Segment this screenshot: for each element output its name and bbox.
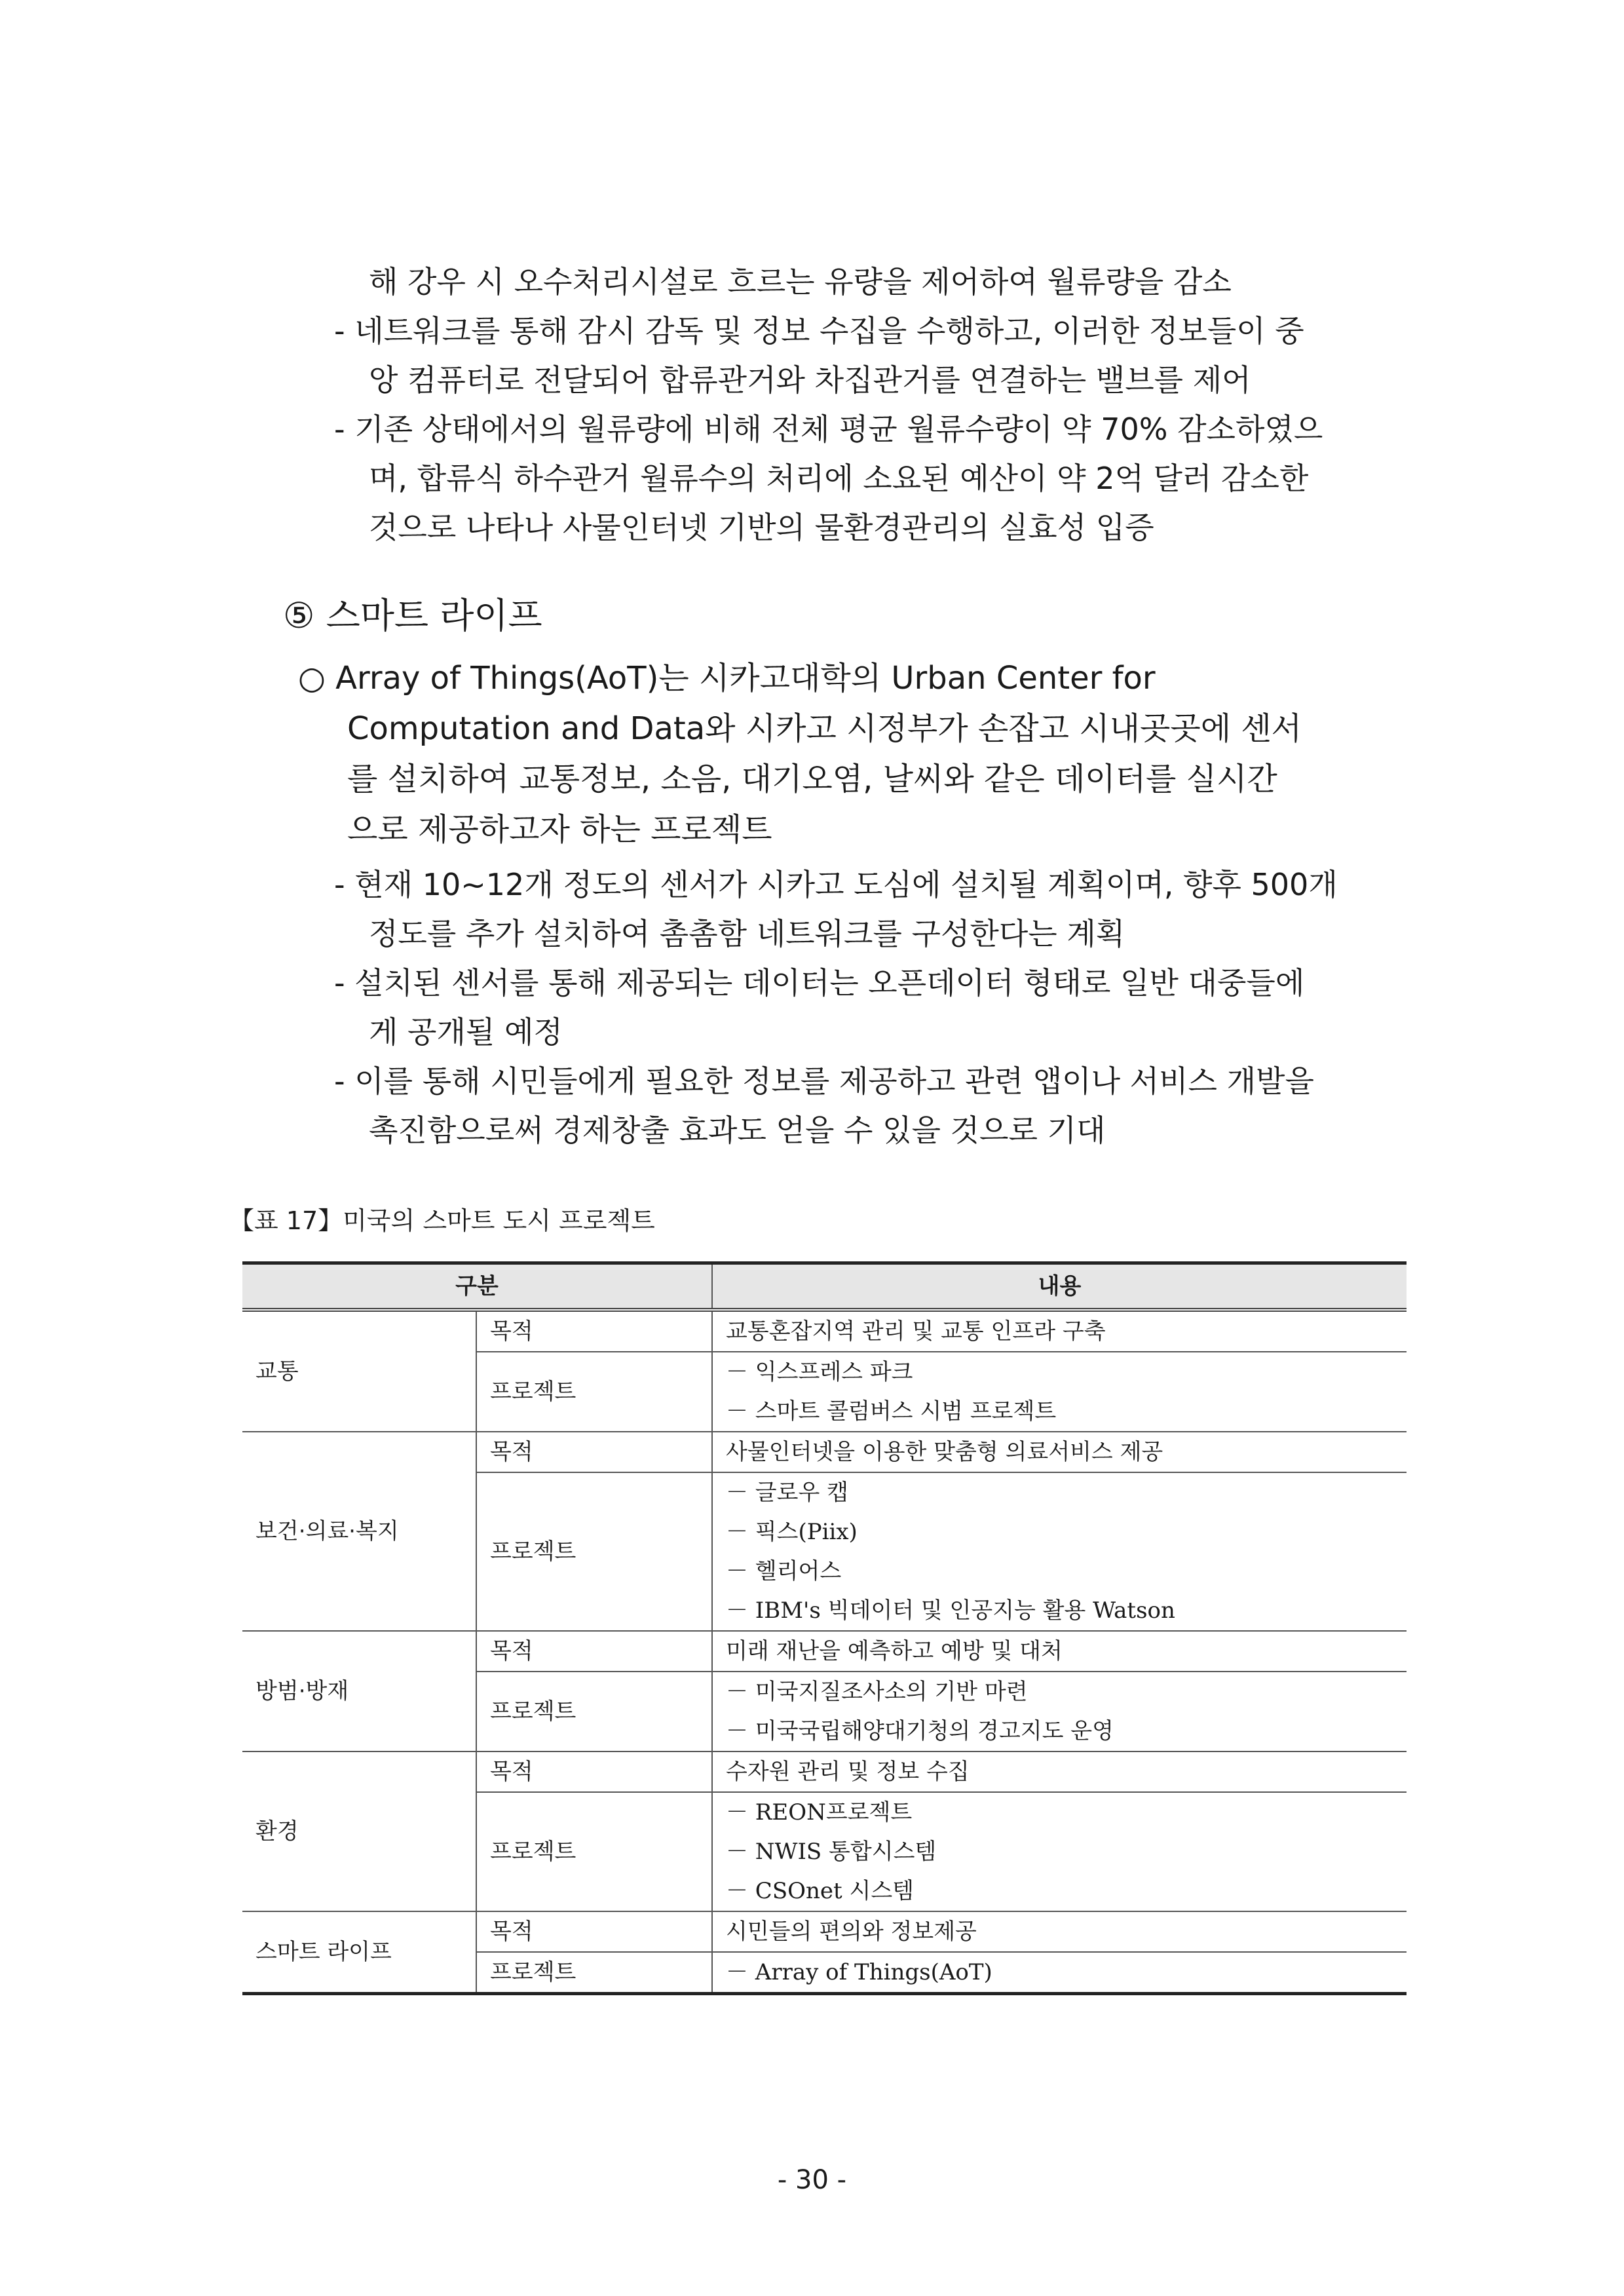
page-number: - 30 - [777, 2165, 847, 2195]
table-header-row [242, 1263, 1407, 1311]
header-category: 구분 [242, 1263, 712, 1311]
project-item: － 스마트 콜럼버스 시범 프로젝트 [726, 1398, 1057, 1425]
bullet-text-line: ○ Array of Things(AoT)는 시카고대학의 Urban Center for [298, 660, 1156, 697]
body-text-line: 것으로 나타나 사물인터넷 기반의 물환경관리의 실효성 입증 [369, 510, 1154, 545]
purpose-label: 목적 [476, 1631, 712, 1672]
purpose-text: 사물인터넷을 이용한 맞춤형 의료서비스 제공 [712, 1432, 1407, 1472]
group-name: 환경 [242, 1751, 476, 1911]
purpose-label: 목적 [476, 1911, 712, 1952]
table-row [242, 1631, 1407, 1672]
bullet-text-line: 으로 제공하고자 하는 프로젝트 [347, 811, 772, 848]
project-item: － NWIS 통합시스템 [726, 1839, 937, 1865]
project-label: 프로젝트 [476, 1472, 712, 1631]
sub-item-line: - 현재 10~12개 정도의 센서가 시카고 도심에 설치될 계획이며, 향후 500개 [334, 867, 1338, 902]
project-item: － CSOnet 시스템 [726, 1878, 915, 1904]
sub-item-line: 게 공개될 예정 [369, 1014, 563, 1050]
body-text-line: 며, 합류식 하수관거 월류수의 처리에 소요된 예산이 약 2억 달러 감소한 [369, 461, 1309, 496]
purpose-label: 목적 [476, 1310, 712, 1352]
project-item: － 글로우 캡 [726, 1480, 848, 1506]
project-list [712, 1672, 1407, 1751]
table-row [242, 1310, 1407, 1352]
purpose-label: 목적 [476, 1751, 712, 1792]
group-name: 교통 [242, 1310, 476, 1432]
purpose-text: 시민들의 편의와 정보제공 [712, 1911, 1407, 1952]
sub-item-line: 정도를 추가 설치하여 촘촘함 네트워크를 구성한다는 계획 [369, 916, 1125, 951]
project-item: － 익스프레스 파크 [726, 1359, 913, 1385]
header-content: 내용 [712, 1263, 1407, 1311]
project-list [712, 1472, 1407, 1631]
purpose-text: 교통혼잡지역 관리 및 교통 인프라 구축 [712, 1310, 1407, 1352]
table-row [242, 1432, 1407, 1472]
table-row [242, 1911, 1407, 1952]
group-name: 방범·방재 [242, 1631, 476, 1751]
bullet-text-line: Computation and Data와 시카고 시정부가 손잡고 시내곳곳에 센서 [347, 710, 1302, 747]
purpose-text: 미래 재난을 예측하고 예방 및 대처 [712, 1631, 1407, 1672]
project-list [712, 1352, 1407, 1432]
sub-item-line: 촉진함으로써 경제창출 효과도 얻을 수 있을 것으로 기대 [369, 1113, 1106, 1148]
group-name: 보건·의료·복지 [242, 1432, 476, 1631]
purpose-label: 목적 [476, 1432, 712, 1472]
project-item: － 미국지질조사소의 기반 마련 [726, 1679, 1028, 1705]
sub-item-line: - 이를 통해 시민들에게 필요한 정보를 제공하고 관련 앱이나 서비스 개발을 [334, 1063, 1314, 1099]
sub-item-line: - 설치된 센서를 통해 제공되는 데이터는 오픈데이터 형태로 일반 대중들에 [334, 965, 1305, 1001]
project-item: － 미국국립해양대기청의 경고지도 운영 [726, 1718, 1114, 1744]
group-name: 스마트 라이프 [242, 1911, 476, 1994]
body-text-line: 해 강우 시 오수처리시설로 흐르는 유량을 제어하여 월류량을 감소 [369, 264, 1232, 299]
project-list [712, 1792, 1407, 1911]
bullet-text-line: 를 설치하여 교통정보, 소음, 대기오염, 날씨와 같은 데이터를 실시간 [347, 761, 1277, 797]
body-text-line: - 기존 상태에서의 월류량에 비해 전체 평균 월류수량이 약 70% 감소하였으 [334, 411, 1323, 447]
body-text-line: - 네트워크를 통해 감시 감독 및 정보 수집을 수행하고, 이러한 정보들이 중 [334, 313, 1304, 349]
project-list [712, 1952, 1407, 1994]
project-label: 프로젝트 [476, 1792, 712, 1911]
body-text-line: 앙 컴퓨터로 전달되어 합류관거와 차집관거를 연결하는 밸브를 제어 [369, 362, 1251, 398]
smart-city-table [242, 1261, 1407, 1995]
project-label: 프로젝트 [476, 1952, 712, 1994]
project-label: 프로젝트 [476, 1672, 712, 1751]
table-caption: 【표 17】미국의 스마트 도시 프로젝트 [229, 1206, 655, 1235]
project-item: － 픽스(Piix) [726, 1519, 858, 1545]
section-heading: ⑤ 스마트 라이프 [283, 595, 542, 636]
table-row [242, 1751, 1407, 1792]
project-item: － Array of Things(AoT) [726, 1959, 992, 1985]
project-label: 프로젝트 [476, 1352, 712, 1432]
project-item: － REON프로젝트 [726, 1799, 913, 1826]
project-item: － 헬리어스 [726, 1558, 842, 1584]
purpose-text: 수자원 관리 및 정보 수집 [712, 1751, 1407, 1792]
project-item: － IBM's 빅데이터 및 인공지능 활용 Watson [726, 1598, 1175, 1624]
